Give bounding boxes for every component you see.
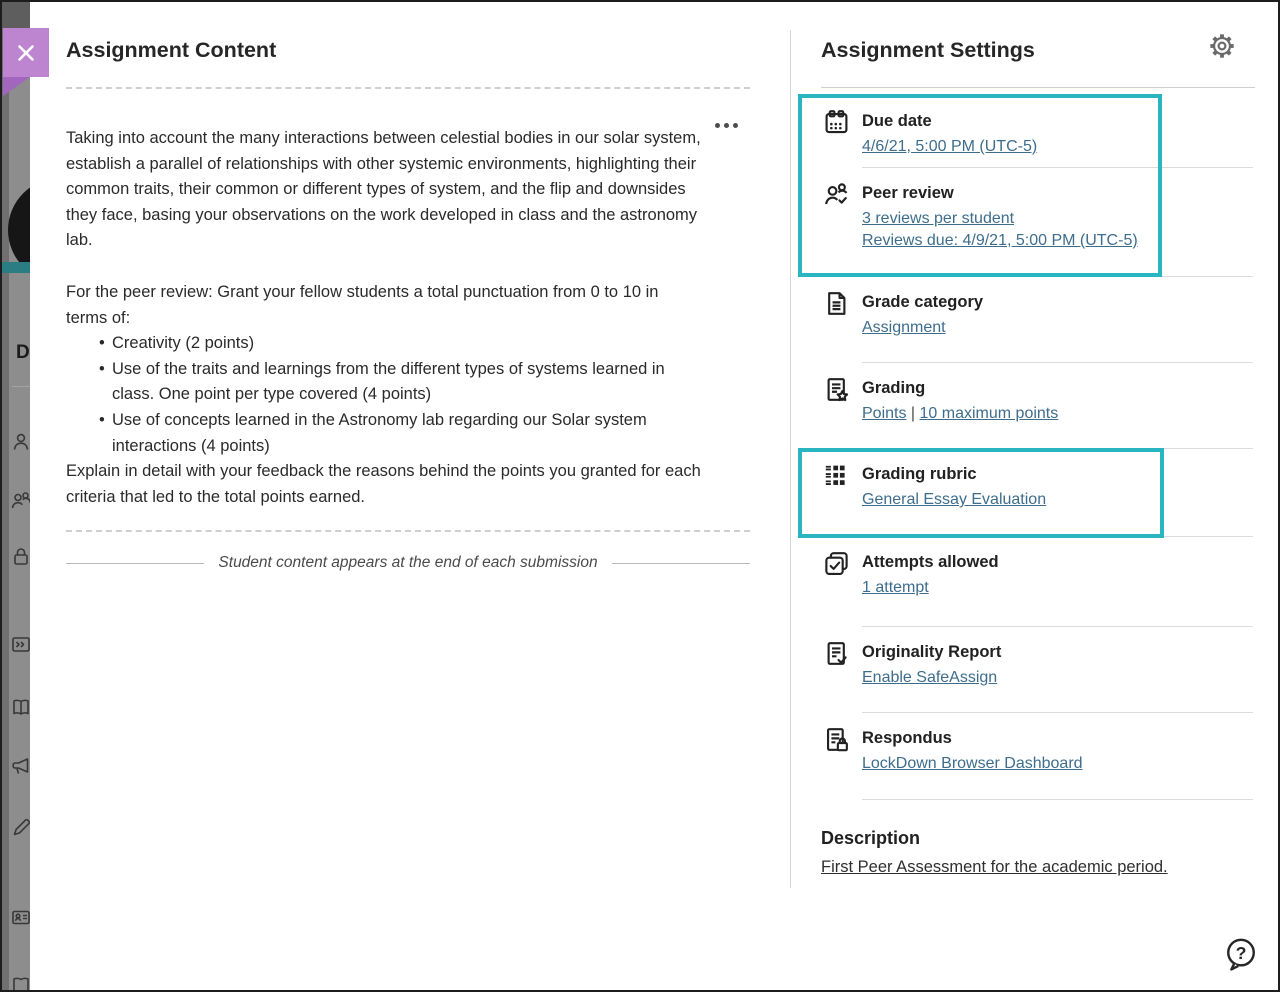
person-icon: [10, 430, 30, 452]
settings-list: [790, 96, 1278, 800]
note-rule-right: [612, 563, 750, 564]
peer-review-icon: [823, 181, 850, 208]
lockdown-browser-link[interactable]: LockDown Browser Dashboard: [862, 755, 1083, 772]
code-icon: [10, 633, 30, 655]
ellipsis-icon: [715, 123, 720, 128]
settings-gear-button[interactable]: [1208, 32, 1236, 60]
pipe-separator: |: [910, 405, 916, 422]
grading-rubric-link[interactable]: General Essay Evaluation: [862, 491, 1047, 508]
background-heading-letter: D: [16, 342, 30, 363]
id-card-icon: [10, 906, 30, 928]
settings-divider: [821, 87, 1255, 88]
assignment-instructions: [66, 126, 702, 510]
setting-title: Grading: [862, 379, 926, 397]
setting-title: Peer review: [862, 184, 954, 202]
background-scrollbar: [0, 0, 9, 992]
lock-icon: [10, 545, 30, 567]
setting-row-grade-category: [790, 277, 1278, 363]
pencil-icon: [10, 815, 30, 837]
background-topbar: [0, 0, 30, 28]
description-section: [821, 826, 1251, 877]
instructions-paragraph: For the peer review: Grant your fellow students a total punctuation from 0 to 10 in terms of:: [66, 282, 659, 327]
document-icon: [823, 290, 850, 317]
setting-row-due-date: [790, 96, 1278, 168]
setting-row-respondus: [790, 713, 1278, 800]
maximum-points-link[interactable]: 10 maximum points: [919, 405, 1059, 422]
settings-panel-title: Assignment Settings: [821, 38, 1035, 62]
background-divider: [12, 386, 30, 387]
attempts-link[interactable]: 1 attempt: [862, 579, 929, 596]
student-content-note: [66, 554, 750, 572]
description-link[interactable]: First Peer Assessment for the academic period.: [821, 858, 1168, 876]
grade-category-link[interactable]: Assignment: [862, 319, 946, 336]
rubric-icon: [823, 462, 850, 489]
help-icon: [1224, 937, 1258, 971]
help-button[interactable]: [1224, 937, 1258, 971]
respondus-lock-icon: [823, 726, 850, 753]
instructions-closing: Explain in detail with your feedback the reasons behind the points you granted for each criteria that led to the total points earned.: [66, 462, 701, 506]
criteria-item: • Creativity (2 points): [66, 331, 702, 357]
description-title: Description: [821, 828, 921, 848]
setting-title: Due date: [862, 112, 932, 130]
reviews-due-link[interactable]: Reviews due: 4/9/21, 5:00 PM (UTC-5): [862, 231, 1138, 249]
note-text: Student content appears at the end of each submission: [218, 554, 598, 571]
setting-title: Grade category: [862, 293, 984, 311]
ellipsis-icon: [724, 123, 729, 128]
grading-star-icon: [823, 376, 850, 403]
setting-title: Respondus: [862, 729, 952, 747]
setting-title: Originality Report: [862, 643, 1002, 661]
reviews-per-student-link[interactable]: 3 reviews per student: [862, 210, 1015, 227]
close-icon: [14, 41, 38, 65]
note-rule-left: [66, 563, 204, 564]
setting-title: Grading rubric: [862, 465, 977, 483]
attempts-checkbox-icon: [823, 550, 850, 577]
criteria-item: • Use of concepts learned in the Astronomy lab regarding our Solar system interactions (4 points): [66, 408, 702, 459]
megaphone-icon: [10, 755, 30, 777]
people-icon: [10, 489, 30, 511]
setting-row-grading-rubric: [790, 449, 1278, 537]
dimmed-background-strip: [0, 0, 30, 992]
setting-title: Attempts allowed: [862, 553, 999, 571]
svg-text:?: ?: [1235, 942, 1247, 963]
calendar-icon: [823, 109, 850, 136]
gear-icon: [1208, 32, 1236, 60]
assignment-settings-panel: [790, 0, 1278, 992]
instructions-paragraph: Taking into account the many interactions between celestial bodies in our solar system, establish a parallel of relationships with other systemic environments, highlighting their common traits, their common or different types of system, and the flip and downsides they face, basing your observations on the work developed in class and the astronomy lab.: [66, 129, 701, 250]
setting-row-peer-review: [790, 168, 1278, 277]
points-link[interactable]: Points: [862, 405, 907, 422]
course-accent-bar: [0, 262, 30, 273]
originality-report-icon: [823, 640, 850, 667]
content-divider: [66, 530, 750, 532]
overflow-menu-button[interactable]: [711, 116, 741, 134]
content-divider: [66, 87, 750, 89]
book-icon: [10, 696, 30, 718]
criteria-item: • Use of the traits and learnings from the different types of systems learned in class. One point per type covered (4 points): [66, 357, 702, 408]
close-panel-button[interactable]: [3, 28, 49, 77]
ellipsis-icon: [733, 123, 738, 128]
clipped-bottom-icon: [10, 974, 30, 992]
setting-row-attempts: [790, 537, 1278, 627]
due-date-link[interactable]: 4/6/21, 5:00 PM (UTC-5): [862, 138, 1038, 155]
safeassign-link[interactable]: Enable SafeAssign: [862, 669, 998, 686]
setting-row-grading: [790, 363, 1278, 449]
criteria-list: [66, 331, 702, 459]
setting-row-originality: [790, 627, 1278, 713]
content-panel-title: Assignment Content: [66, 38, 277, 62]
